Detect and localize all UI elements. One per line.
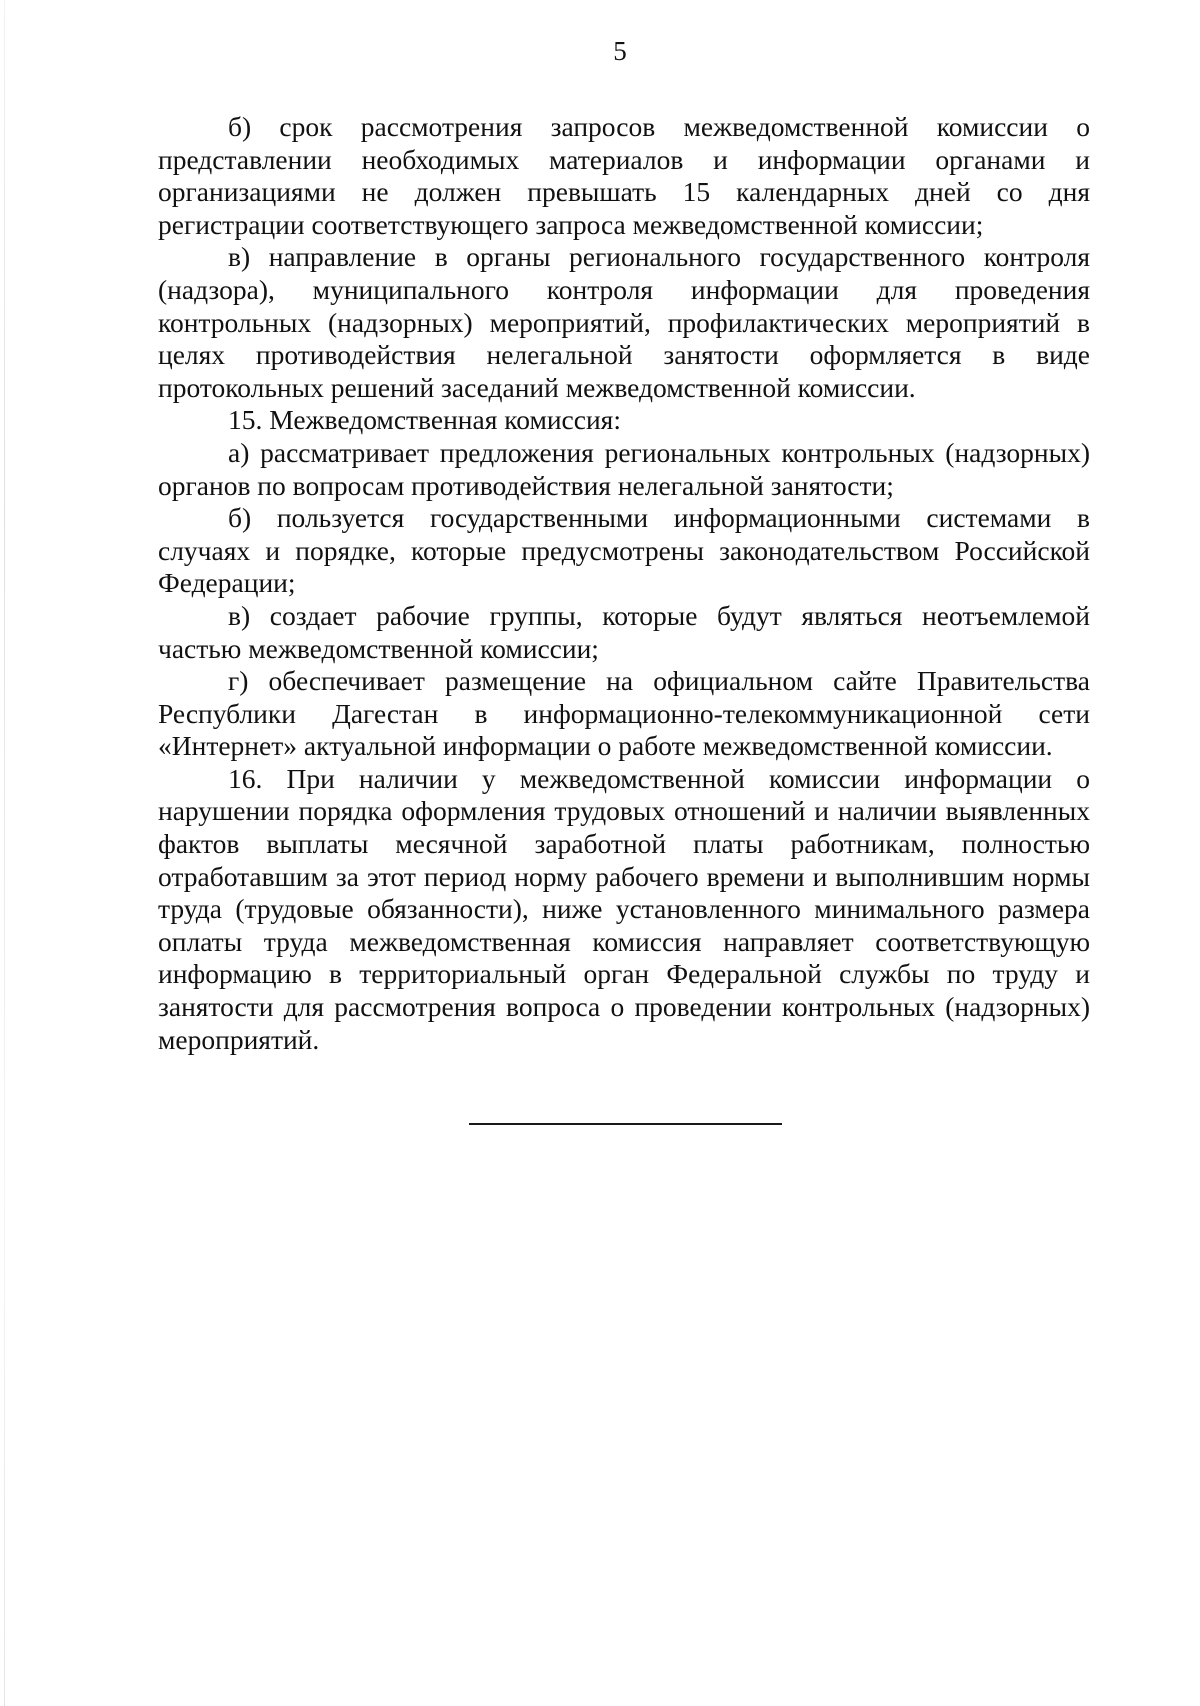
document-body <box>158 111 1090 1056</box>
paragraph-15v: в) создает рабочие группы, которые будут являться неотъемлемой частью межведомственной комиссии; <box>158 599 1090 664</box>
scan-edge <box>4 0 5 1706</box>
paragraph-14v: в) направление в органы регионального государственного контроля (надзора), муниципального контроля информации для проведения контрольных (надзорных) мероприятий, профилактических мероприятий в целях противодействия нелегальной занятости оформляется в виде протокольных решений заседаний межведомственной комиссии. <box>158 241 1090 403</box>
page-number: 5 <box>613 36 627 66</box>
end-separator-line <box>469 1123 782 1125</box>
paragraph-15a: а) рассматривает предложения региональных контрольных (надзорных) органов по вопросам противодействия нелегальной занятости; <box>158 436 1090 501</box>
paragraph-15-heading: 15. Межведомственная комиссия: <box>228 404 621 436</box>
paragraph-14b: б) срок рассмотрения запросов межведомственной комиссии о представлении необходимых материалов и информации органами и организациями не должен превышать 15 календарных дней со дня регистрации соответствующего запроса межведомственной комиссии; <box>158 111 1090 240</box>
paragraph-16: 16. При наличии у межведомственной комиссии информации о нарушении порядка оформления трудовых отношений и наличии выявленных фактов выплаты месячной заработной платы работникам, полностью отработавшим за этот период норму рабочего времени и выполнившим нормы труда (трудовые обязанности), ниже установленного минимального размера оплаты труда межведомственная комиссия направляет соответствующую информацию в территориальный орган Федеральной службы по труду и занятости для рассмотрения вопроса о проведении контрольных (надзорных) мероприятий. <box>158 762 1090 1055</box>
paragraph-15b: б) пользуется государственными информационными системами в случаях и порядке, которые предусмотрены законодательством Российской Федерации; <box>158 502 1090 599</box>
paragraph-15g: г) обеспечивает размещение на официальном сайте Правительства Республики Дагестан в информационно-телекоммуникационной сети «Интернет» актуальной информации о работе межведомственной комиссии. <box>158 665 1090 762</box>
